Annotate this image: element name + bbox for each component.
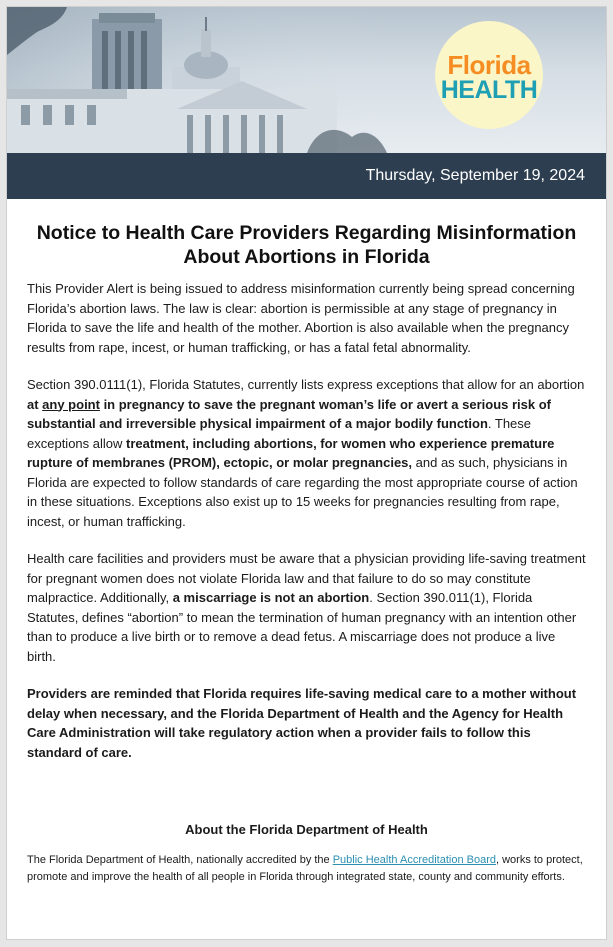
exceptions-text-a: Section 390.0111(1), Florida Statutes, currently lists express exceptions that allow for an abortion xyxy=(27,377,585,392)
notice-title: Notice to Health Care Providers Regarding Misinformation About Abortions in Florida xyxy=(36,222,577,268)
capitol-building-image xyxy=(7,7,387,153)
date-text: Thursday, September 19, 2024 xyxy=(365,167,585,184)
logo-health-text: HEALTH xyxy=(440,76,538,104)
paragraph-exceptions xyxy=(27,375,586,531)
date-bar xyxy=(7,153,606,199)
main-content xyxy=(7,221,606,885)
header-banner xyxy=(7,7,606,153)
paragraph-reminder: Providers are reminded that Florida requires life-saving medical care to a mother without delay when necessary, and the Florida Department of Health and the Agency for Health Care Administration will take regulatory action when a provider fails to follow this standard of care. xyxy=(27,686,577,760)
exceptions-text-c: . These exceptions allow xyxy=(27,416,532,451)
exceptions-bold-treatment: treatment, including abortions, for women who experience premature rupture of membranes (PROM), ectopic, or molar pregnancies, xyxy=(27,435,555,470)
about-text xyxy=(27,852,586,885)
logo-florida-text: Florida xyxy=(447,50,531,80)
about-heading: About the Florida Department of Health xyxy=(185,822,428,837)
any-point-underline: any point xyxy=(42,396,100,412)
exceptions-bold-at: at xyxy=(27,396,43,412)
exceptions-bold-rest: in pregnancy to save the pregnant woman’s life or avert a serious risk of substantial and irreversible physical impairment of a major bodily function xyxy=(27,396,551,431)
paragraph-intro: This Provider Alert is being issued to address misinformation currently being spread concerning Florida’s abortion laws. The law is clear: abortion is permissible at any stage of pregnancy in Florida to save the life and health of the mother. Abortion is also available when the pregnancy results from rape, incest, or human trafficking, or has a fatal fetal abnormality. xyxy=(27,281,575,355)
paragraph-miscarriage xyxy=(27,549,586,666)
accreditation-board-link[interactable]: Public Health Accreditation Board xyxy=(332,854,496,866)
about-text-a: The Florida Department of Health, nationally accredited by the xyxy=(27,854,333,866)
miscarriage-text-a: Health care facilities and providers must be aware that a physician providing life-saving treatment for pregnant women does not violate Florida law and that failure to do so may constitute malpractice. Additionally, xyxy=(27,551,586,605)
florida-health-logo xyxy=(435,21,543,129)
exceptions-bold-a xyxy=(27,397,551,432)
exceptions-text-e: and as such, physicians in Florida are expected to follow standards of care regarding the most appropriate course of action in these situations. Exceptions also exist up to 15 weeks for pregnancies resulting from rape, incest, or human trafficking. xyxy=(27,455,578,529)
miscarriage-bold: a miscarriage is not an abortion xyxy=(172,590,370,605)
miscarriage-text-c: . Section 390.011(1), Florida Statutes, defines “abortion” to mean the termination of human pregnancy with an intention other than to produce a live birth or to remove a dead fetus. A miscarriage does not produce a live birth. xyxy=(27,590,577,664)
email-frame xyxy=(6,6,607,940)
about-text-b: , works to protect, promote and improve the health of all people in Florida through integrated state, county and community efforts. xyxy=(27,854,583,883)
